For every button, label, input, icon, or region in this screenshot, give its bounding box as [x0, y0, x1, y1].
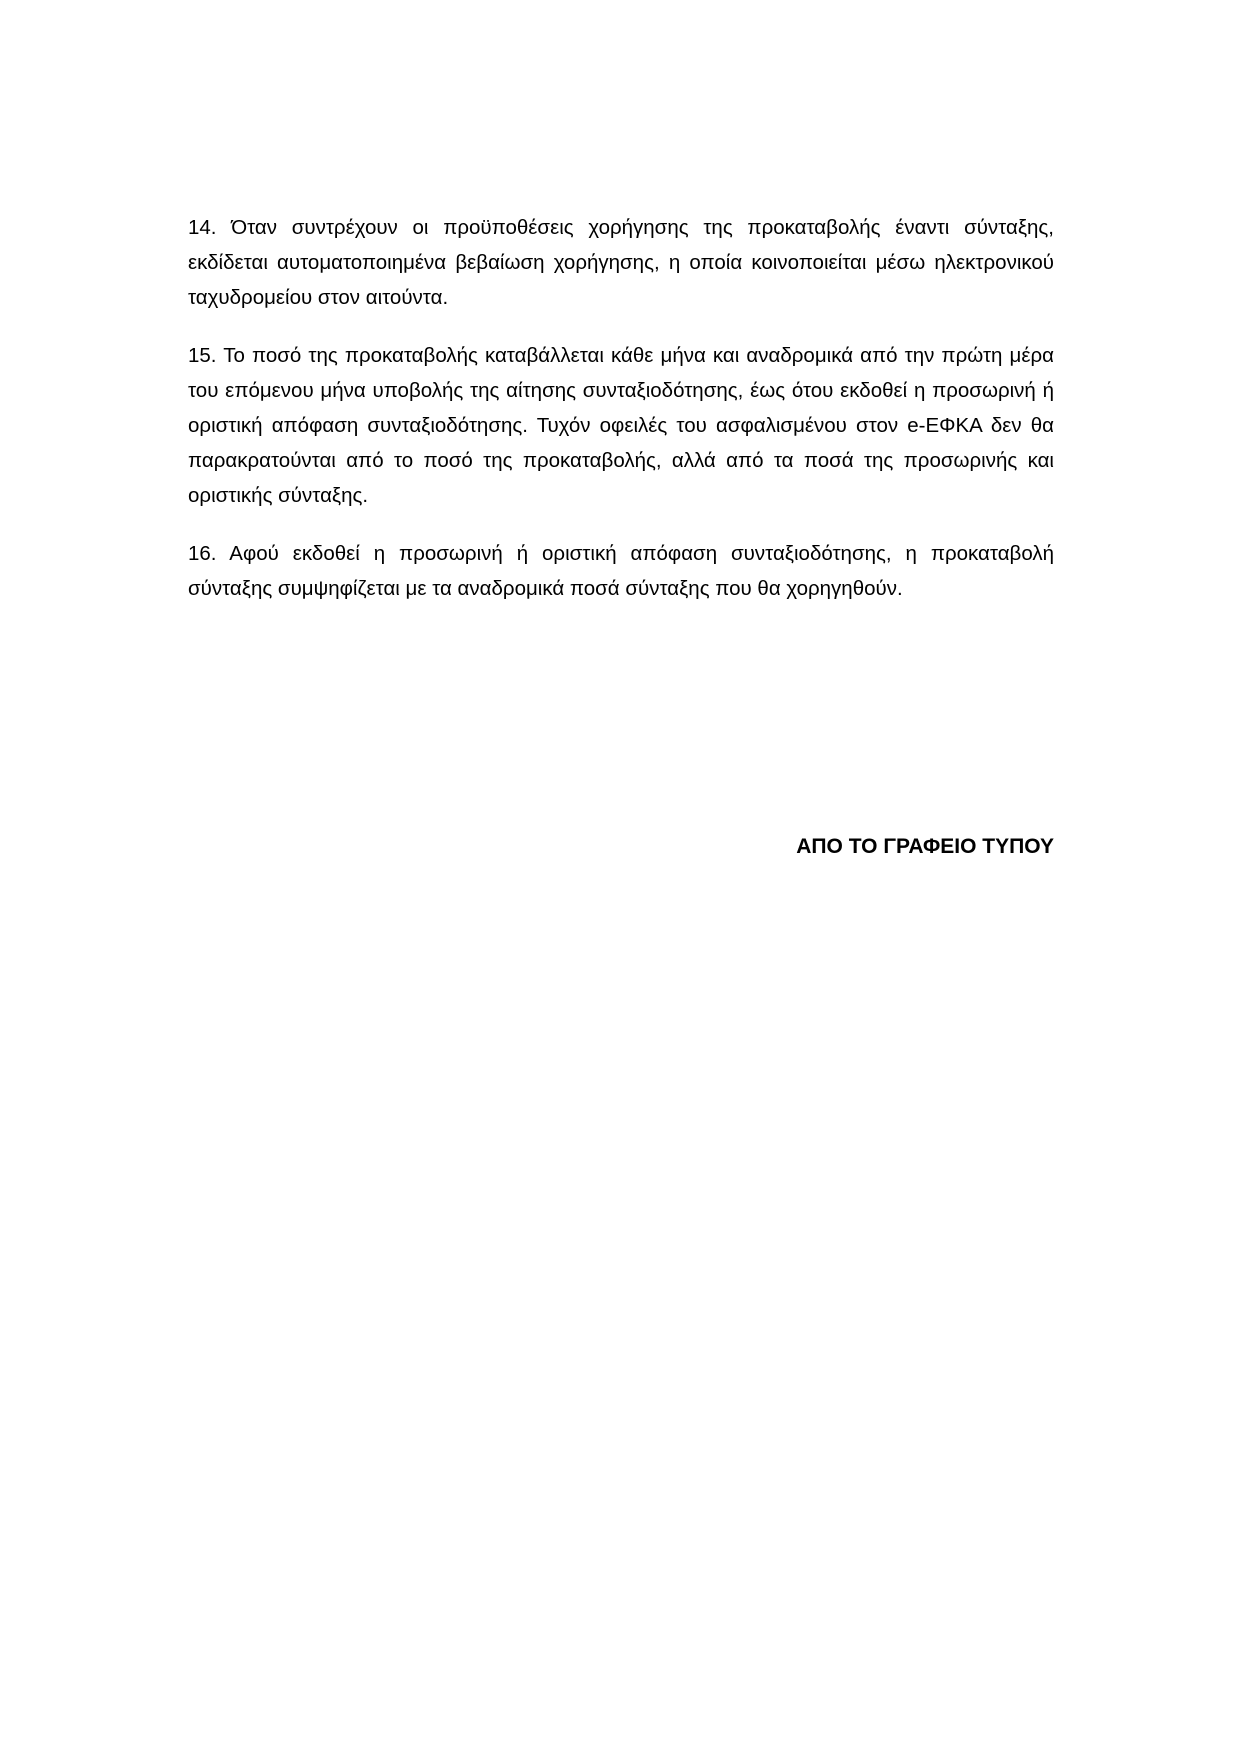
paragraph-15: 15. Το ποσό της προκαταβολής καταβάλλεται κάθε μήνα και αναδρομικά από την πρώτη μέρα του επόμενου μήνα υποβολής της αίτησης συνταξιοδότησης, έως ότου εκδοθεί η προσωρινή ή οριστική απόφαση συνταξιοδότησης. Τυχόν οφειλές του ασφαλισμένου στον e-ΕΦΚΑ δεν θα παρακρατούνται από το ποσό της προκαταβολής, αλλά από τα ποσά της προσωρινής και οριστικής σύνταξης.: [188, 344, 1054, 507]
document-body: [188, 210, 1054, 629]
paragraph-14: 14. Όταν συντρέχουν οι προϋποθέσεις χορήγησης της προκαταβολής έναντι σύνταξης, εκδίδεται αυτοματοποιημένα βεβαίωση χορήγησης, η οποία κοινοποιείται μέσω ηλεκτρονικού ταχυδρομείου στον αιτούντα.: [188, 216, 1054, 309]
press-office-signature: ΑΠΟ ΤΟ ΓΡΑΦΕΙΟ ΤΥΠΟΥ: [796, 835, 1054, 858]
paragraph-16: 16. Αφού εκδοθεί η προσωρινή ή οριστική απόφαση συνταξιοδότησης, η προκαταβολή σύνταξης συμψηφίζεται με τα αναδρομικά ποσά σύνταξης που θα χορηγηθούν.: [188, 542, 1054, 600]
